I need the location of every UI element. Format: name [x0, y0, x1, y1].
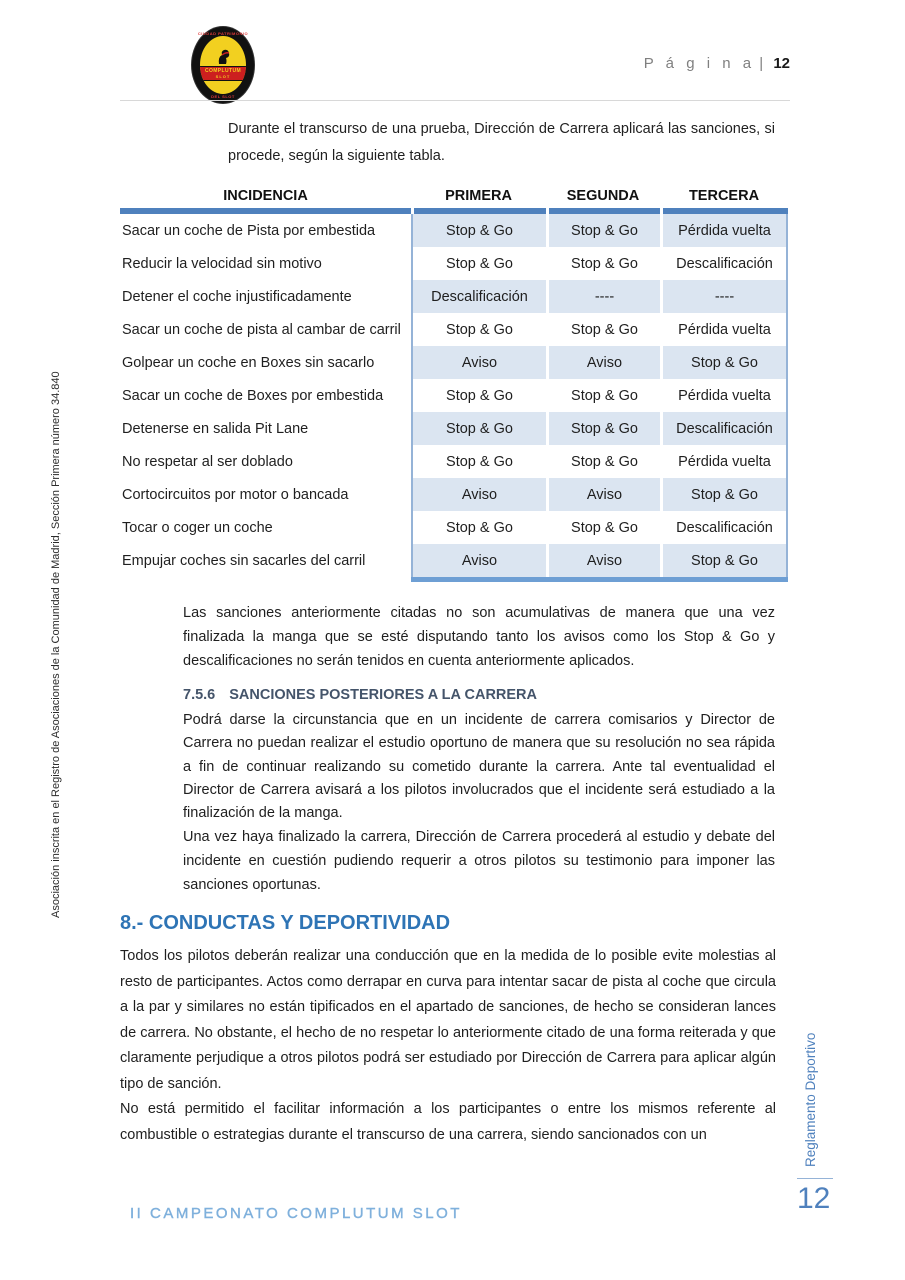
cell-primera: Stop & Go	[411, 313, 546, 346]
right-margin-section-label: Reglamento Deportivo	[803, 1032, 818, 1167]
sanctions-table	[120, 185, 790, 582]
section-756-title: SANCIONES POSTERIORES A LA CARRERA	[229, 687, 537, 703]
table-row	[120, 412, 790, 445]
cell-tercera: Pérdida vuelta	[660, 313, 788, 346]
cell-incidencia: Detenerse en salida Pit Lane	[122, 420, 309, 437]
cell-incidencia: Detener el coche injustificadamente	[122, 288, 352, 305]
section-8-heading: 8.- CONDUCTAS Y DEPORTIVIDAD	[120, 912, 451, 934]
cell-tercera: Stop & Go	[660, 544, 788, 577]
right-page-number-rule	[797, 1178, 833, 1179]
cell-segunda: Stop & Go	[546, 445, 660, 478]
header-page-number: 12	[773, 55, 790, 72]
cell-tercera: Descalificación	[660, 247, 788, 280]
section-8-paragraph-2: No está permitido el facilitar información a los participantes o entre los mismos referente al combustible o estrategias durante el transcurso de una carrera, siendo sancionados con un	[120, 1101, 776, 1143]
roman-helmet-icon	[213, 49, 233, 65]
header-page-marker	[644, 55, 790, 72]
table-row	[120, 379, 790, 412]
cell-primera: Descalificación	[411, 280, 546, 313]
table-row	[120, 280, 790, 313]
column-header-segunda: SEGUNDA	[566, 187, 640, 204]
cell-primera: Aviso	[411, 544, 546, 577]
logo-band-line2: SLOT	[215, 74, 231, 79]
cell-primera: Stop & Go	[411, 247, 546, 280]
cell-tercera: Pérdida vuelta	[660, 379, 788, 412]
cell-incidencia: Sacar un coche de pista al cambar de carril	[122, 321, 401, 338]
sanctions-table-header	[120, 185, 790, 206]
cell-primera: Stop & Go	[411, 445, 546, 478]
cell-segunda: Stop & Go	[546, 247, 660, 280]
logo-inner-disc	[200, 36, 246, 94]
cell-primera: Aviso	[411, 346, 546, 379]
cell-tercera: Stop & Go	[660, 346, 788, 379]
cell-tercera: Descalificación	[660, 511, 788, 544]
cell-segunda: Stop & Go	[546, 511, 660, 544]
cell-incidencia: Tocar o coger un coche	[122, 519, 273, 536]
table-row	[120, 214, 790, 247]
intro-paragraph: Durante el transcurso de una prueba, Dirección de Carrera aplicará las sanciones, si procede, según la siguiente tabla.	[228, 121, 775, 164]
table-row	[120, 445, 790, 478]
table-row	[120, 346, 790, 379]
cell-segunda: Aviso	[546, 478, 660, 511]
cell-tercera: Stop & Go	[660, 478, 788, 511]
cell-segunda: Aviso	[546, 544, 660, 577]
header-rule	[120, 100, 790, 101]
logo-band-line1: COMPLUTUM	[204, 68, 242, 74]
cell-incidencia: Reducir la velocidad sin motivo	[122, 255, 322, 272]
section-756-heading	[183, 687, 775, 703]
logo-band	[200, 66, 246, 81]
footer-championship-title: II CAMPEONATO COMPLUTUM SLOT	[130, 1205, 462, 1222]
column-header-primera: PRIMERA	[445, 187, 512, 204]
table-row	[120, 544, 790, 577]
cell-incidencia: Sacar un coche de Pista por embestida	[122, 222, 376, 239]
club-logo	[192, 27, 254, 103]
column-header-incidencia: INCIDENCIA	[223, 187, 308, 204]
section-756-paragraph-2: Una vez haya finalizado la carrera, Dirección de Carrera procederá al estudio y debate del incidente en cuestión pudiendo requerir a otros pilotos su testimonio para imponer las sanciones oportunas.	[183, 829, 775, 893]
cell-primera: Stop & Go	[411, 214, 546, 247]
cell-segunda: Stop & Go	[546, 379, 660, 412]
section-756-number: 7.5.6	[183, 687, 216, 703]
cell-incidencia: Sacar un coche de Boxes por embestida	[122, 387, 384, 404]
table-row	[120, 313, 790, 346]
right-page-number: 12	[797, 1182, 831, 1215]
cell-tercera: Pérdida vuelta	[660, 214, 788, 247]
table-row	[120, 247, 790, 280]
cell-primera: Stop & Go	[411, 379, 546, 412]
section-8-paragraph-1: Todos los pilotos deberán realizar una conducción que en la medida de lo posible evite molestias al resto de participantes. Actos como derrapar en curva para intentar sacar de pista al coche que circula a la par y similares no están tipificados en el apartado de sanciones, de hecho se consideran lances de carrera. No obstante, el hecho de no respetar lo anteriormente citado de una forma reiterada y que claramente perjudique a otros pilotos podrá ser estudiado por Dirección de Carrera para aplicar algún tipo de sanción.	[120, 948, 776, 1092]
cell-segunda: Stop & Go	[546, 214, 660, 247]
cell-primera: Aviso	[411, 478, 546, 511]
cell-tercera: ----	[660, 280, 788, 313]
sanctions-table-rows	[120, 214, 790, 577]
table-row	[120, 478, 790, 511]
cell-segunda: Aviso	[546, 346, 660, 379]
column-header-tercera: TERCERA	[688, 187, 760, 204]
cell-incidencia: Empujar coches sin sacarles del carril	[122, 552, 366, 569]
header-page-separator: |	[759, 55, 764, 72]
cell-incidencia: Golpear un coche en Boxes sin sacarlo	[122, 354, 375, 371]
cell-segunda: Stop & Go	[546, 313, 660, 346]
cell-segunda: ----	[546, 280, 660, 313]
cell-primera: Stop & Go	[411, 412, 546, 445]
table-row	[120, 511, 790, 544]
section-756-paragraph-1: Podrá darse la circunstancia que en un incidente de carrera comisarios y Director de Carrera no puedan realizar el estudio oportuno de manera que su resolución no sea rápida a fin de continuar realizando su cometido durante la carrera. Ante tal eventualidad el Director de Carrera avisará a los pilotos involucrados que el incidente será estudiado a la finalización de la manga.	[183, 712, 775, 822]
left-margin-registration-text: Asociación inscrita en el Registro de Asociaciones de la Comunidad de Madrid, Sección Primera número 34.840	[50, 371, 62, 918]
after-table-paragraph: Las sanciones anteriormente citadas no son acumulativas de manera que una vez finalizada la manga que se esté disputando tanto los avisos como los Stop & Go y descalificaciones no serán tenidos en cuenta anteriormente aplicados.	[183, 605, 775, 669]
cell-incidencia: No respetar al ser doblado	[122, 453, 293, 470]
logo-arc-bottom-text: DEL SLOT	[211, 94, 235, 99]
logo-arc-top-text: CIUDAD PATRIMONIO	[197, 31, 249, 36]
cell-tercera: Pérdida vuelta	[660, 445, 788, 478]
header-page-label: P á g i n a	[643, 55, 756, 72]
table-bottom-bar	[411, 577, 788, 582]
cell-incidencia: Cortocircuitos por motor o bancada	[122, 486, 349, 503]
cell-tercera: Descalificación	[660, 412, 788, 445]
cell-primera: Stop & Go	[411, 511, 546, 544]
cell-segunda: Stop & Go	[546, 412, 660, 445]
